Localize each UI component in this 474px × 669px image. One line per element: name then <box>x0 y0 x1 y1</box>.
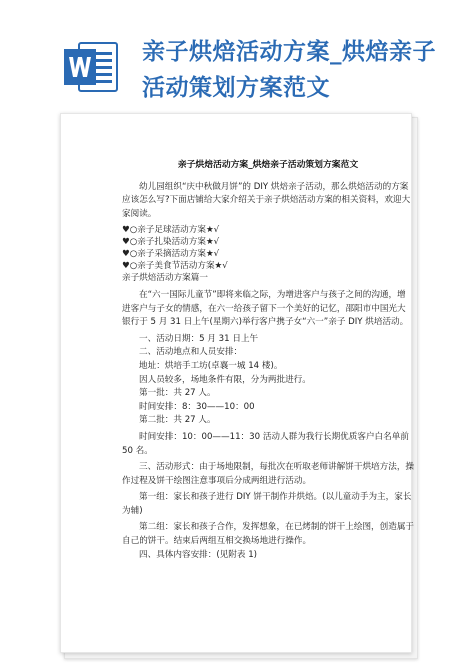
activity-form: 三、活动形式：由于场地限制，每批次在听取老师讲解饼干烘培方法，操作过程及饼干绘图注意事项后分成两组进行活动。 <box>122 462 415 486</box>
page-title <box>142 34 462 106</box>
related-link-1[interactable]: ♥○亲子足球活动方案★√ <box>122 225 220 236</box>
section-title: 亲子烘焙活动方案篇一 <box>122 273 208 284</box>
group-two: 第二组：家长和孩子合作，发挥想象，在已烤制的饼干上绘图，创造属于自己的饼干。结束后两组互相交换场地进行操作。 <box>122 522 415 547</box>
time-one: 时间安排：8：30——10：00 <box>139 401 255 412</box>
time-two: 时间安排：10：00——11：30 活动人群为我行长期优质客户白名单前 50 名。 <box>122 431 409 456</box>
content-arrangement: 四、具体内容安排：(见附表 1) <box>139 549 258 560</box>
title-line-1: 亲子烘焙活动方案_烘焙亲子 <box>142 39 436 65</box>
section-intro: 在“六一国际儿童节”即将来临之际，为增进客户与孩子之间的沟通，增进客户与子女的情感，在六一给孩子留下一个美好的记忆，邵阳市中国光大银行于 5 月 31 日上午(星期六)举行客户携子女“六一”亲子 DIY 烘培活动。 <box>122 289 409 328</box>
batch-one: 第一批：共 27 人。 <box>139 388 216 399</box>
location-heading: 二、活动地点和人员安排： <box>139 347 243 358</box>
group-one: 第一组：家长和孩子进行 DIY 饼干制作并烘焙。(以儿童动手为主，家长为辅) <box>122 492 412 516</box>
address-line: 地址：烘培手工坊(卓襄一城 14 楼)。 <box>139 360 283 371</box>
document-preview <box>60 113 416 659</box>
document-heading: 亲子烘焙活动方案_烘焙亲子活动策划方案范文 <box>177 160 359 170</box>
related-link-3[interactable]: ♥○亲子采摘活动方案★√ <box>122 249 220 260</box>
split-note: 因人员较多，场地条件有限，分为两批进行。 <box>139 374 311 385</box>
title-line-2: 活动策划方案范文 <box>142 75 330 101</box>
related-link-2[interactable]: ♥○亲子扎染活动方案★√ <box>122 237 220 248</box>
header <box>0 0 474 120</box>
intro-paragraph: 幼儿园组织“庆中秋做月饼”的 DIY 烘焙亲子活动，那么烘焙活动的方案应该怎么写?下面店铺给大家介绍关于亲子烘焙活动方案的相关资料，欢迎大家阅读。 <box>122 181 411 219</box>
batch-two: 第二批：共 27 人。 <box>139 415 216 426</box>
document-body <box>122 159 414 562</box>
related-link-4[interactable]: ♥○亲子美食节活动方案★√ <box>122 261 228 272</box>
activity-date: 一、活动日期：5 月 31 日上午 <box>139 333 259 344</box>
word-document-icon <box>62 40 120 94</box>
